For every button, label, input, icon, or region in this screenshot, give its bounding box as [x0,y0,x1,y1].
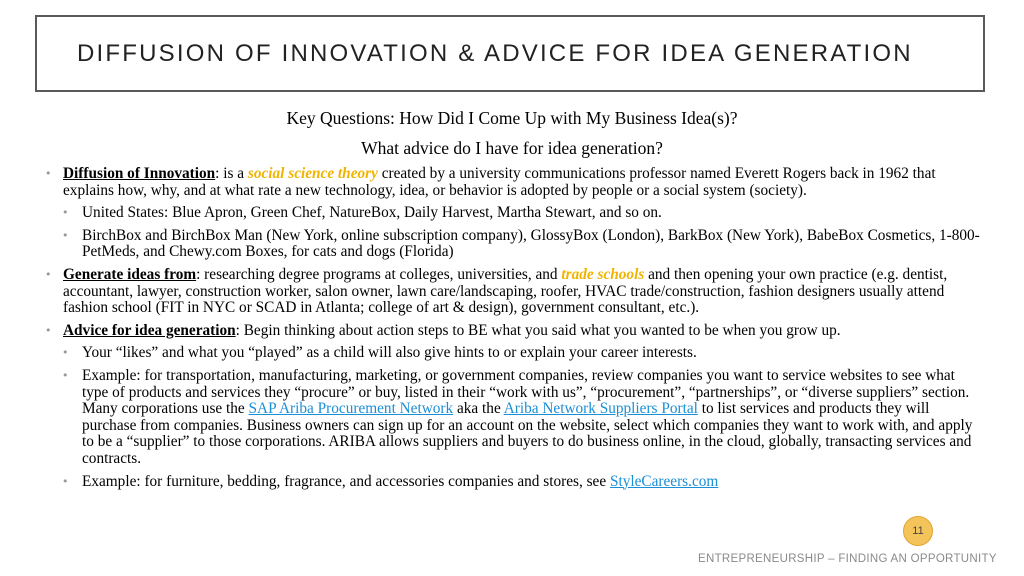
bullet-lead-generate: Generate ideas from [63,265,197,283]
sub-bullet-text: Example: for transportation, manufacturing, marketing, or government companies, review companies you want to service websites to see what type of products and services they “procure” or buy, listed in their “work with us”, “procurement”, “partnerships”, or “diverse suppliers” section. Many corporations use the [82,366,970,418]
bullet-dot-icon: • [62,206,69,220]
key-question-1: Key Questions: How Did I Come Up with My Business Idea(s)? [286,108,738,128]
footer-text: ENTREPRENEURSHIP – FINDING AN OPPORTUNITY [698,553,997,565]
bullet-generate-ideas [45,267,985,317]
sub-bullet-text: aka the [453,400,504,418]
link-ariba-suppliers-portal[interactable]: Ariba Network Suppliers Portal [503,400,698,418]
bullet-dot-icon: • [62,346,69,360]
key-question-2: What advice do I have for idea generation? [361,138,663,158]
link-sap-ariba[interactable]: SAP Ariba Procurement Network [248,400,454,418]
highlight-social-science-theory: social science theory [247,165,378,182]
bullet-dot-icon: • [45,167,52,180]
highlight-trade-schools: trade schools [561,265,645,283]
bullet-lead-advice: Advice for idea generation [63,321,236,339]
bullet-text: : is a [215,165,248,182]
bullet-advice [45,323,985,340]
link-stylecareers[interactable]: StyleCareers.com [609,472,719,490]
bullet-text: : Begin thinking about action steps to BE what you said what you wanted to be when you grow up. [235,321,841,339]
sub-bullet-likes [45,345,985,362]
sub-bullet-text: Your “likes” and what you “played” as a child will also give hints to or explain your career interests. [82,344,697,362]
bullet-text: : researching degree programs at colleges, universities, and [196,265,562,283]
sub-bullet-text: United States: Blue Apron, Green Chef, NatureBox, Daily Harvest, Martha Stewart, and so on. [82,204,662,222]
sub-bullet-procurement [45,368,985,468]
title-box [35,15,985,92]
bullet-dot-icon: • [62,474,69,488]
sub-bullet-text: Example: for furniture, bedding, fragrance, and accessories companies and stores, see [82,472,610,490]
bullet-lead-diffusion: Diffusion of Innovation [63,165,216,182]
bullet-diffusion [45,166,985,199]
sub-bullet-box-examples [45,228,985,261]
bullet-text: created by a university communications professor named Everett Rogers back in 1962 that explains how, why, and at what rate a new technology, idea, or behavior is adopted by people or a social system (society). [63,165,936,199]
bullet-text: and then opening your own practice (e.g. dentist, accountant, lawyer, construction worker, salon owner, lawn care/landscaping, roofer, HVAC trade/construction, fashion designers usually attend fashion school (FIT in NYC or SCAD in Atlanta; college of art & design), government consultant, etc.). [63,265,948,317]
sub-bullet-us-examples [45,205,985,222]
bullet-dot-icon: • [62,228,69,242]
sub-bullet-stylecareers [45,474,985,491]
slide-content [45,166,985,496]
bullet-dot-icon: • [45,267,52,281]
sub-bullet-text: to list services and products they will purchase from companies. Business owners can sign up for an account on the website, select which companies they want to work with, and apply to be a “supplier” to those corporations. ARIBA allows suppliers and buyers to do business online, in the cloud, globally, transacting services and contracts. [82,400,973,467]
sub-bullet-text: BirchBox and BirchBox Man (New York, online subscription company), GlossyBox (London), BarkBox (New York), BabeBox Cosmetics, 1-800-PetMeds, and Chewy.com Boxes, for cats and dogs (Florida) [82,226,980,261]
bullet-dot-icon: • [62,368,69,382]
slide-title: DIFFUSION OF INNOVATION & ADVICE FOR IDEA GENERATION [77,39,913,67]
page-number-badge: 11 [903,516,933,546]
bullet-dot-icon: • [45,323,52,337]
